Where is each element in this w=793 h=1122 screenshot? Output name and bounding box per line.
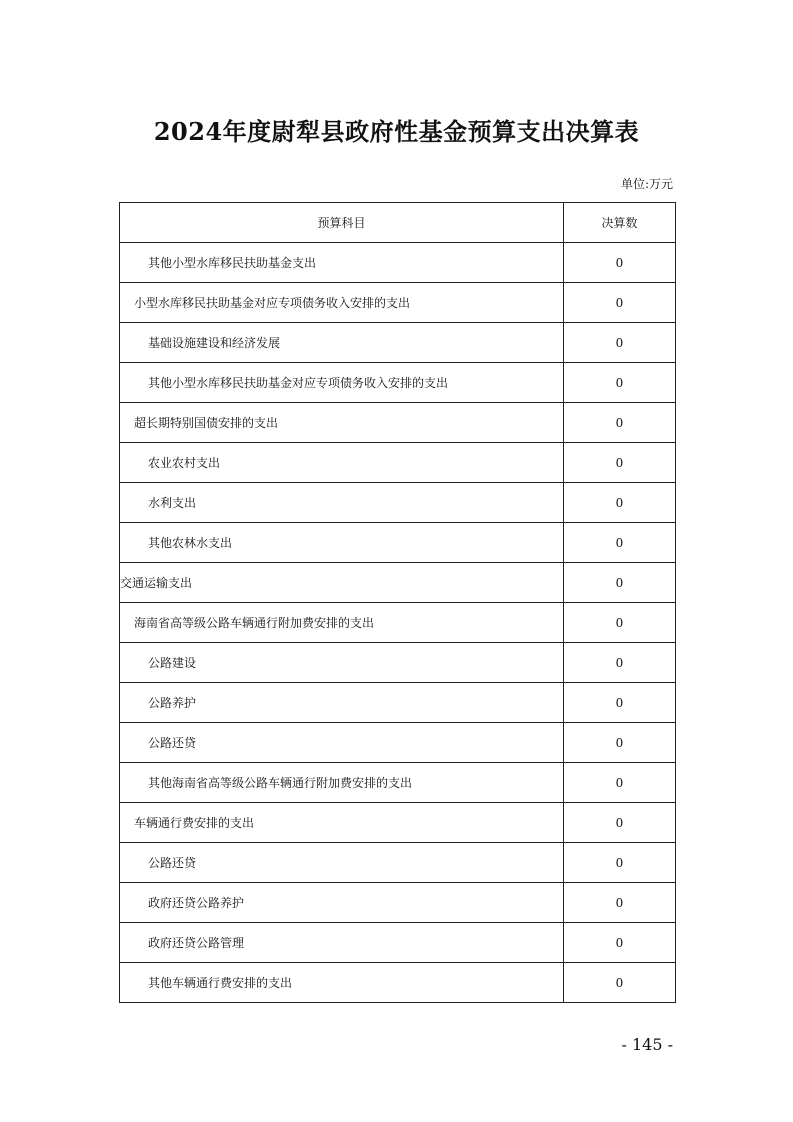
table-row [120, 643, 676, 683]
table-row [120, 403, 676, 443]
budget-subject-cell: 其他海南省高等级公路车辆通行附加费安排的支出 [120, 763, 564, 803]
final-amount-cell: 0 [564, 683, 676, 723]
table-header-row [120, 203, 676, 243]
final-amount-cell: 0 [564, 243, 676, 283]
budget-subject-cell: 车辆通行费安排的支出 [120, 803, 564, 843]
budget-subject-cell: 公路还贷 [120, 723, 564, 763]
budget-subject-cell: 公路建设 [120, 643, 564, 683]
header-budget-subject: 预算科目 [120, 203, 564, 243]
budget-subject-cell: 超长期特别国债安排的支出 [120, 403, 564, 443]
budget-subject-cell: 政府还贷公路养护 [120, 883, 564, 923]
budget-subject-cell: 政府还贷公路管理 [120, 923, 564, 963]
final-amount-cell: 0 [564, 803, 676, 843]
table-row [120, 363, 676, 403]
table-row [120, 763, 676, 803]
final-amount-cell: 0 [564, 883, 676, 923]
header-final-amount: 决算数 [564, 203, 676, 243]
table-body [120, 243, 676, 1003]
final-amount-cell: 0 [564, 523, 676, 563]
table-row [120, 603, 676, 643]
budget-subject-cell: 其他小型水库移民扶助基金对应专项债务收入安排的支出 [120, 363, 564, 403]
page-title: 2024年度尉犁县政府性基金预算支出决算表 [153, 117, 640, 146]
final-amount-cell: 0 [564, 963, 676, 1003]
final-amount-cell: 0 [564, 323, 676, 363]
final-amount-cell: 0 [564, 603, 676, 643]
budget-subject-cell: 海南省高等级公路车辆通行附加费安排的支出 [120, 603, 564, 643]
budget-subject-cell: 其他车辆通行费安排的支出 [120, 963, 564, 1003]
budget-subject-cell: 公路养护 [120, 683, 564, 723]
final-amount-cell: 0 [564, 363, 676, 403]
final-amount-cell: 0 [564, 643, 676, 683]
table-row [120, 843, 676, 883]
table-row [120, 563, 676, 603]
budget-subject-cell: 公路还贷 [120, 843, 564, 883]
budget-subject-cell: 基础设施建设和经济发展 [120, 323, 564, 363]
table-row [120, 483, 676, 523]
table-row [120, 243, 676, 283]
budget-subject-cell: 水利支出 [120, 483, 564, 523]
budget-subject-cell: 交通运输支出 [120, 563, 564, 603]
final-amount-cell: 0 [564, 923, 676, 963]
budget-subject-cell: 农业农村支出 [120, 443, 564, 483]
table-row [120, 283, 676, 323]
table-row [120, 923, 676, 963]
table-row [120, 723, 676, 763]
final-amount-cell: 0 [564, 403, 676, 443]
budget-subject-cell: 其他小型水库移民扶助基金支出 [120, 243, 564, 283]
table-row [120, 883, 676, 923]
final-amount-cell: 0 [564, 483, 676, 523]
budget-subject-cell: 小型水库移民扶助基金对应专项债务收入安排的支出 [120, 283, 564, 323]
final-amount-cell: 0 [564, 443, 676, 483]
final-amount-cell: 0 [564, 283, 676, 323]
table-row [120, 523, 676, 563]
table-row [120, 803, 676, 843]
unit-label: 单位:万元 [620, 177, 673, 191]
final-amount-cell: 0 [564, 723, 676, 763]
table-row [120, 323, 676, 363]
budget-subject-cell: 其他农林水支出 [120, 523, 564, 563]
final-amount-cell: 0 [564, 763, 676, 803]
budget-table [119, 202, 676, 1003]
table-row [120, 683, 676, 723]
final-amount-cell: 0 [564, 843, 676, 883]
page-number: - 145 - [621, 1035, 673, 1054]
final-amount-cell: 0 [564, 563, 676, 603]
table-row [120, 443, 676, 483]
table-row [120, 963, 676, 1003]
